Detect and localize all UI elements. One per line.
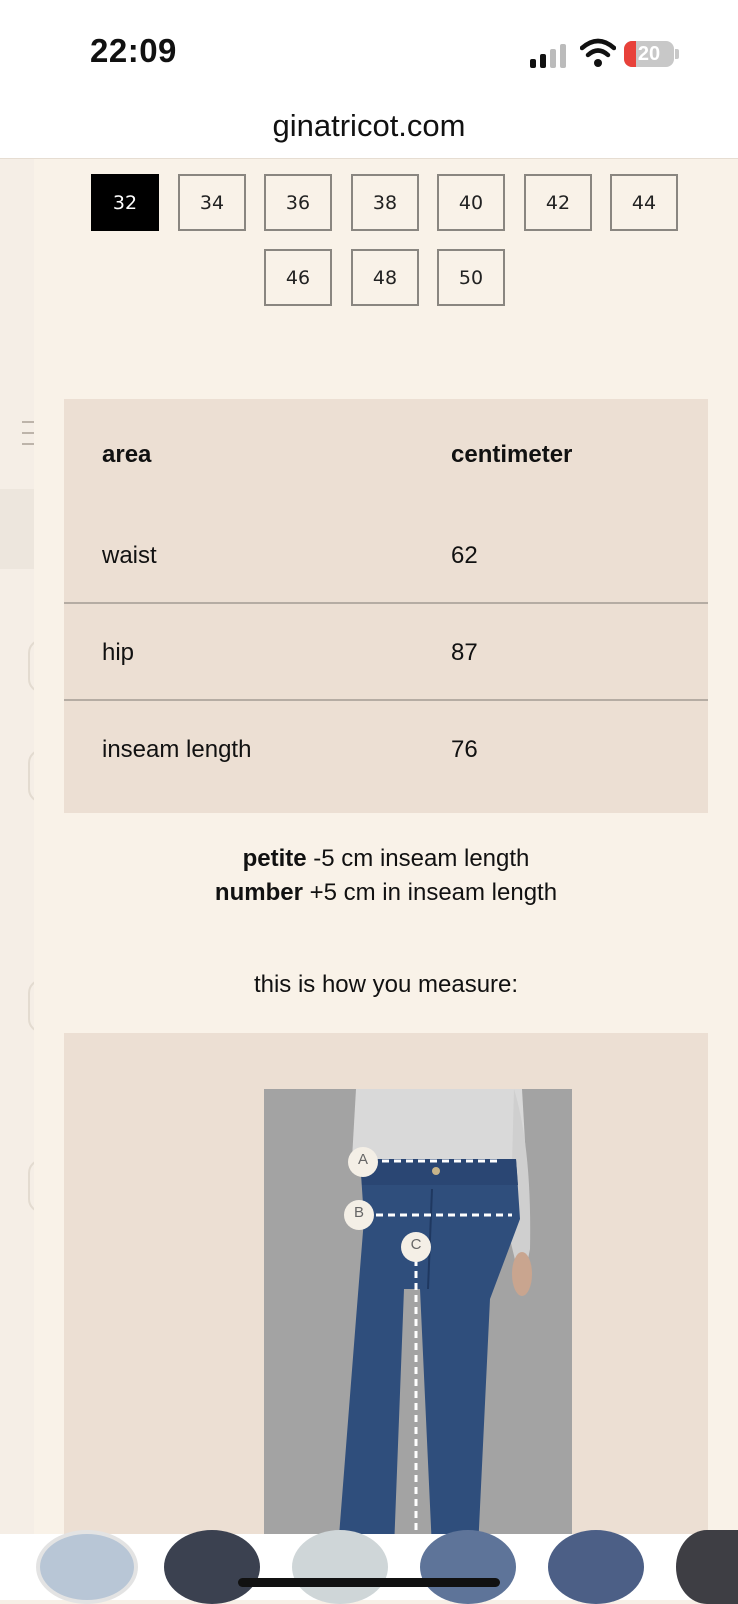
- measurement-photo: [264, 1089, 572, 1534]
- color-swatch-blue[interactable]: [420, 1530, 516, 1604]
- size-button-46[interactable]: 46: [264, 249, 332, 306]
- size-button-42[interactable]: 42: [524, 174, 592, 231]
- label-c: C: [410, 1236, 422, 1253]
- size-button-32[interactable]: 32: [91, 174, 159, 231]
- status-time: 22:09: [90, 32, 177, 69]
- battery-icon: [624, 41, 674, 67]
- size-guide-sheet: [34, 159, 738, 1534]
- petite-note: [34, 845, 738, 873]
- size-button-34[interactable]: 34: [178, 174, 246, 231]
- number-label: number: [214, 879, 303, 906]
- color-swatch-row: [0, 1534, 738, 1600]
- size-button-44[interactable]: 44: [610, 174, 678, 231]
- background-band: [0, 489, 34, 569]
- browser-address-bar[interactable]: [0, 100, 738, 159]
- color-swatch-denim[interactable]: [548, 1530, 644, 1604]
- table-divider: [64, 602, 708, 604]
- size-button-48[interactable]: 48: [351, 249, 419, 306]
- table-cell-value: 62: [451, 542, 478, 569]
- cellular-signal-icon: [530, 42, 570, 68]
- table-header-centimeter: centimeter: [451, 441, 573, 468]
- size-button-36[interactable]: 36: [264, 174, 332, 231]
- table-cell-area: hip: [102, 639, 135, 666]
- measurement-image-area: [64, 1033, 708, 1534]
- label-b: B: [353, 1204, 364, 1221]
- number-note: [34, 879, 738, 907]
- label-a: A: [357, 1151, 368, 1168]
- status-bar: [0, 0, 738, 100]
- table-divider: [64, 699, 708, 701]
- url-text[interactable]: ginatricot.com: [272, 108, 466, 143]
- table-cell-area: inseam length: [102, 736, 252, 763]
- color-swatch-dark[interactable]: [164, 1530, 260, 1604]
- wifi-icon: [580, 38, 616, 68]
- size-button-50[interactable]: 50: [437, 249, 505, 306]
- size-button-40[interactable]: 40: [437, 174, 505, 231]
- measurement-table: [64, 399, 708, 813]
- petite-text: -5 cm inseam length: [313, 845, 530, 872]
- battery-level: 20: [637, 43, 661, 65]
- measure-heading: this is how you measure:: [253, 971, 519, 998]
- number-text: +5 cm in inseam length: [309, 879, 558, 906]
- color-swatch-grey[interactable]: [292, 1530, 388, 1604]
- home-indicator[interactable]: [238, 1578, 500, 1587]
- petite-label: petite: [242, 845, 307, 872]
- table-cell-value: 87: [451, 639, 478, 666]
- table-cell-value: 76: [451, 736, 478, 763]
- table-cell-area: waist: [102, 542, 157, 569]
- table-header-area: area: [102, 441, 152, 468]
- color-swatch-light-blue[interactable]: [36, 1530, 138, 1604]
- size-button-38[interactable]: 38: [351, 174, 419, 231]
- color-swatch-black[interactable]: [676, 1530, 738, 1604]
